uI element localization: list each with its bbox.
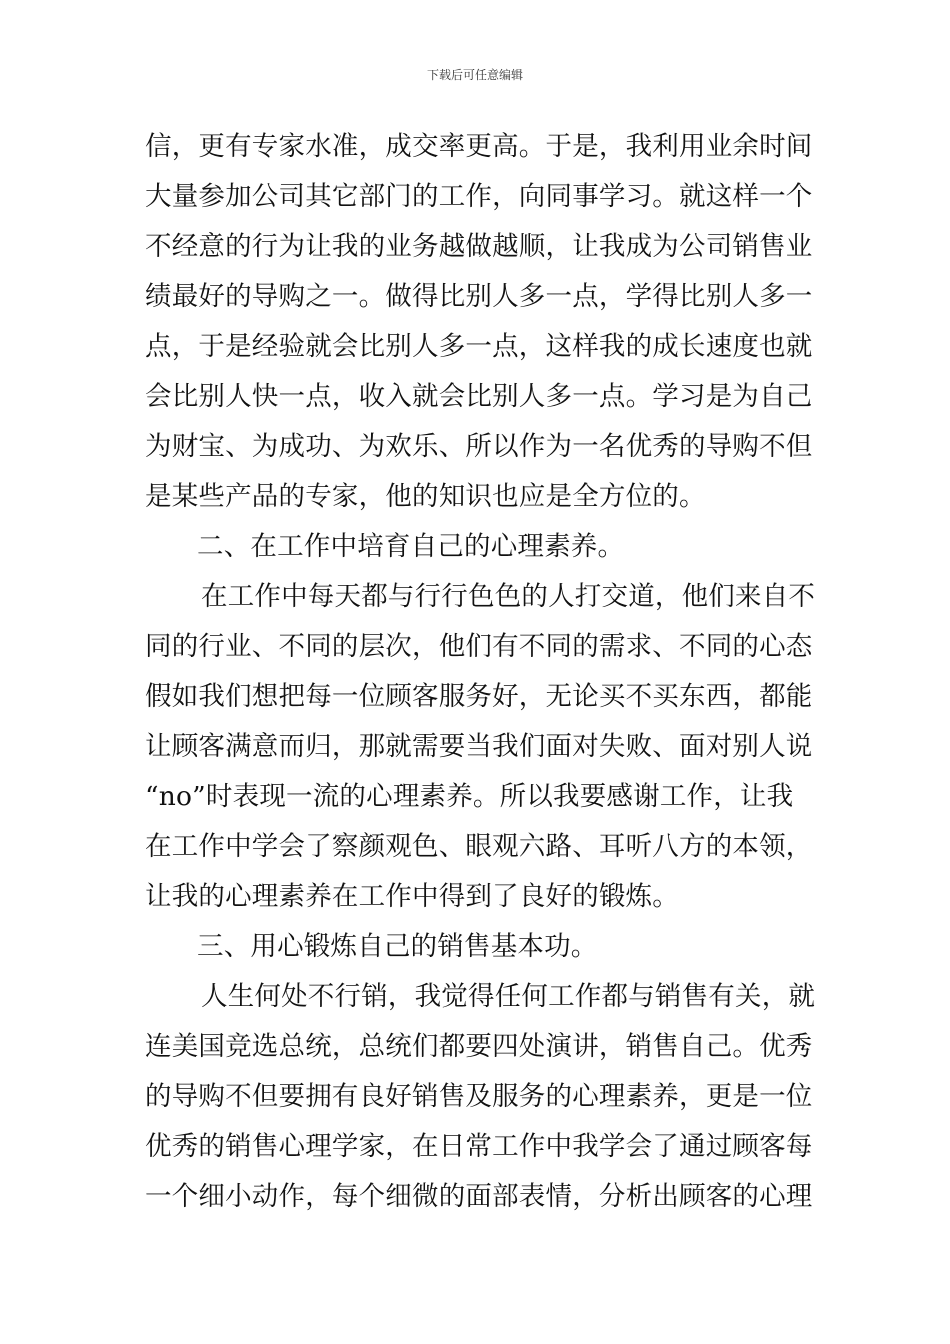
text-line: 的导购不但要拥有良好销售及服务的心理素养，更是一位	[145, 1081, 813, 1112]
text-line: 绩最好的导购之一。做得比别人多一点，学得比别人多一	[145, 281, 813, 312]
text-line: “no”时表现一流的心理素养。所以我要感谢工作，让我	[145, 781, 794, 812]
text-line: 一个细小动作，每个细微的面部表情，分析出顾客的心理	[145, 1181, 813, 1212]
section-heading: 三、用心锻炼自己的销售基本功。	[197, 931, 598, 962]
text-line: 同的行业、不同的层次，他们有不同的需求、不同的心态	[145, 631, 813, 662]
text-line: 在工作中学会了察颜观色、眼观六路、耳听八方的本领，	[145, 831, 813, 862]
text-line: 信，更有专家水准，成交率更高。于是，我利用业余时间	[145, 131, 813, 162]
text-line: 让顾客满意而归，那就需要当我们面对失败、面对别人说	[145, 731, 813, 762]
text-line: 人生何处不行销，我觉得任何工作都与销售有关，就	[201, 981, 816, 1012]
text-line: 让我的心理素养在工作中得到了良好的锻炼。	[145, 881, 679, 912]
page-header: 下载后可任意编辑	[426, 68, 523, 82]
text-line: 在工作中每天都与行行色色的人打交道，他们来自不	[201, 581, 816, 612]
text-line: 不经意的行为让我的业务越做越顺，让我成为公司销售业	[145, 231, 813, 262]
text-line: 为财宝、为成功、为欢乐、所以作为一名优秀的导购不但	[145, 431, 813, 462]
text-line: 连美国竞选总统，总统们都要四处演讲，销售自己。优秀	[145, 1031, 813, 1062]
document-body	[145, 122, 816, 1222]
text-line: 点，于是经验就会比别人多一点，这样我的成长速度也就	[145, 331, 813, 362]
text-line: 会比别人快一点，收入就会比别人多一点。学习是为自己	[145, 381, 813, 412]
text-line: 是某些产品的专家，他的知识也应是全方位的。	[145, 481, 706, 512]
section-heading: 二、在工作中培育自己的心理素养。	[197, 531, 625, 562]
text-line: 大量参加公司其它部门的工作，向同事学习。就这样一个	[145, 181, 813, 212]
text-line: 优秀的销售心理学家，在日常工作中我学会了通过顾客每	[145, 1131, 813, 1162]
text-line: 假如我们想把每一位顾客服务好，无论买不买东西，都能	[145, 681, 813, 712]
